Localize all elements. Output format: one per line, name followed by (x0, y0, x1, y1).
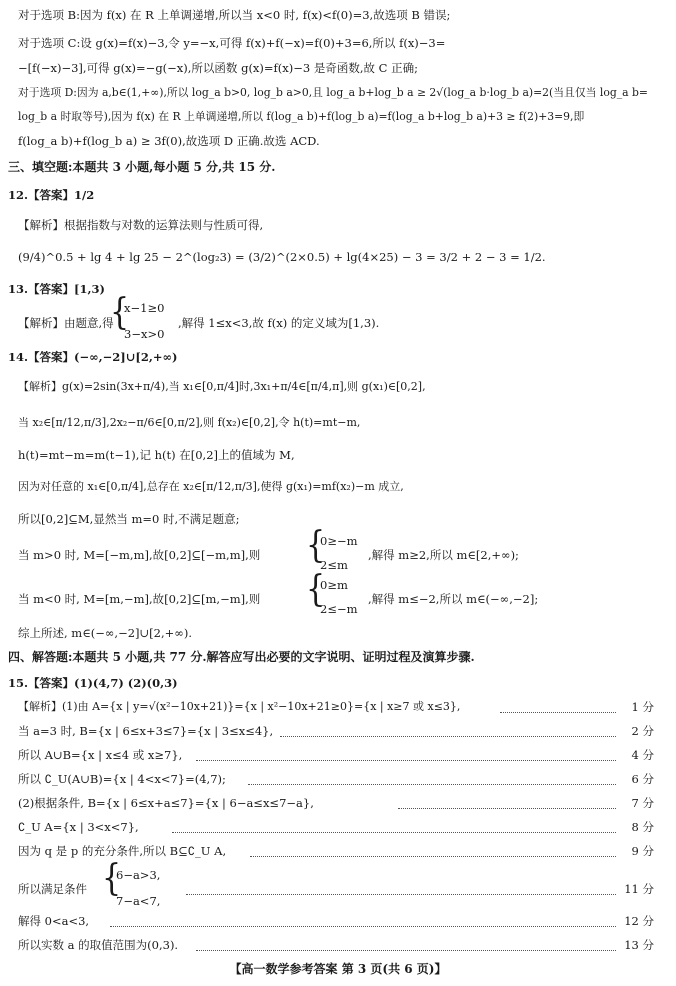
score-1: 1 分 (631, 700, 654, 714)
score-8: 11 分 (624, 882, 654, 896)
score-6: 8 分 (631, 820, 654, 834)
q14-case-positive: 当 m>0 时, M=[−m,m],故[0,2]⊆[−m,m],则 (18, 548, 261, 562)
q13-condition-1: x−1≥0 (124, 301, 165, 315)
option-c-text-cont: −[f(−x)−3],可得 g(x)=−g(−x),所以函数 g(x)=f(x)−3 是奇函数,故 C 正确; (18, 61, 418, 75)
q14-brace-positive: { (306, 524, 326, 567)
q14-negative-cond-2: 2≤−m (320, 602, 358, 616)
q15-step-2: 当 a=3 时, B={x | 6≤x+3≤7}={x | 3≤x≤4}, (18, 724, 274, 738)
q15-cond-2: 7−a<7, (116, 894, 161, 908)
q14-answer: 14.【答案】(−∞,−2]∪[2,+∞) (8, 350, 178, 364)
q14-brace-negative: { (306, 568, 326, 611)
q12-equation: (9/4)^0.5 + lg 4 + lg 25 − 2^(log₂3) = (3/2)^(2×0.5) + lg(4×25) − 3 = 3/2 + 2 − 3 = 1/2. (18, 250, 546, 264)
q14-analysis-1: 【解析】g(x)=2sin(3x+π/4),当 x₁∈[0,π/4]时,3x₁+π/4∈[π/4,π],则 g(x₁)∈[0,2], (18, 380, 426, 393)
q14-analysis-2: 当 x₂∈[π/12,π/3],2x₂−π/6∈[0,π/2],则 f(x₂)∈[0,2],令 h(t)=mt−m, (18, 416, 361, 429)
score-2: 2 分 (631, 724, 654, 738)
q15-step-3: 所以 A∪B={x | x≤4 或 x≥7}, (18, 748, 183, 762)
q15-step-7: 因为 q 是 p 的充分条件,所以 B⊆∁_U A, (18, 844, 227, 858)
option-d-text-cont: log_b a 时取等号),因为 f(x) 在 R 上单调递增,所以 f(log_a b)+f(log_b a)=f(log_a b+log_b a)+3 ≥ f(2)+3=9,即 (18, 110, 585, 123)
q13-condition-2: 3−x>0 (124, 327, 165, 341)
q13-answer: 13.【答案】[1,3) (8, 282, 105, 296)
q13-analysis: 【解析】由题意,得 (18, 316, 114, 330)
option-d-text: 对于选项 D:因为 a,b∈(1,+∞),所以 log_a b>0, log_b a>0,且 log_a b+log_b a ≥ 2√(log_a b·log_b a)=2(当且仅当 log_a b= (18, 86, 648, 99)
score-9: 12 分 (624, 914, 654, 928)
q14-negative-cond-1: 0≥m (320, 578, 348, 592)
q14-positive-cond-2: 2≤m (320, 558, 348, 572)
q15-step-8: 所以满足条件 (18, 882, 87, 896)
q14-analysis-4: 因为对任意的 x₁∈[0,π/4],总存在 x₂∈[π/12,π/3],使得 g(x₁)=mf(x₂)−m 成立, (18, 480, 404, 493)
q15-step-5: (2)根据条件, B={x | 6≤x+a≤7}={x | 6−a≤x≤7−a}, (18, 796, 314, 810)
q15-step-10: 所以实数 a 的取值范围为(0,3). (18, 938, 179, 952)
q13-result: ,解得 1≤x<3,故 f(x) 的定义域为[1,3). (178, 316, 380, 330)
q15-step-1: 【解析】(1)由 A={x | y=√(x²−10x+21)}={x | x²−10x+21≥0}={x | x≥7 或 x≤3}, (18, 700, 461, 713)
q13-brace: { (110, 291, 130, 334)
score-10: 13 分 (624, 938, 654, 952)
score-5: 7 分 (631, 796, 654, 810)
q15-brace: { (102, 857, 122, 900)
q14-negative-result: ,解得 m≤−2,所以 m∈(−∞,−2]; (368, 592, 539, 606)
section-4-heading: 四、解答题:本题共 5 小题,共 77 分.解答应写出必要的文字说明、证明过程及演算步骤. (8, 650, 475, 664)
q12-analysis: 【解析】根据指数与对数的运算法则与性质可得, (18, 218, 264, 232)
section-3-heading: 三、填空题:本题共 3 小题,每小题 5 分,共 15 分. (8, 160, 276, 174)
q14-conclusion: 综上所述, m∈(−∞,−2]∪[2,+∞). (18, 626, 192, 640)
q12-answer: 12.【答案】1/2 (8, 188, 95, 202)
q14-positive-cond-1: 0≥−m (320, 534, 358, 548)
option-d-conclusion: f(log_a b)+f(log_b a) ≥ 3f(0),故选项 D 正确.故选 ACD. (18, 134, 320, 148)
q14-analysis-3: h(t)=mt−m=m(t−1),记 h(t) 在[0,2]上的值域为 M, (18, 448, 295, 462)
option-c-text: 对于选项 C:设 g(x)=f(x)−3,令 y=−x,可得 f(x)+f(−x)=f(0)+3=6,所以 f(x)−3= (18, 36, 446, 50)
q15-cond-1: 6−a>3, (116, 868, 161, 882)
q15-step-6: ∁_U A={x | 3<x<7}, (18, 820, 139, 834)
q14-analysis-5: 所以[0,2]⊆M,显然当 m=0 时,不满足题意; (18, 512, 240, 526)
option-b-text: 对于选项 B:因为 f(x) 在 R 上单调递增,所以当 x<0 时, f(x)<f(0)=3,故选项 B 错误; (18, 8, 451, 22)
score-3: 4 分 (631, 748, 654, 762)
score-4: 6 分 (631, 772, 654, 786)
q14-positive-result: ,解得 m≥2,所以 m∈[2,+∞); (368, 548, 519, 562)
q15-answer: 15.【答案】(1)(4,7) (2)(0,3) (8, 676, 178, 690)
page-footer: 【高一数学参考答案 第 3 页(共 6 页)】 (229, 962, 447, 976)
q14-case-negative: 当 m<0 时, M=[m,−m],故[0,2]⊆[m,−m],则 (18, 592, 261, 606)
q15-step-4: 所以 ∁_U(A∪B)={x | 4<x<7}=(4,7); (18, 772, 226, 786)
q15-step-9: 解得 0<a<3, (18, 914, 90, 928)
score-7: 9 分 (631, 844, 654, 858)
